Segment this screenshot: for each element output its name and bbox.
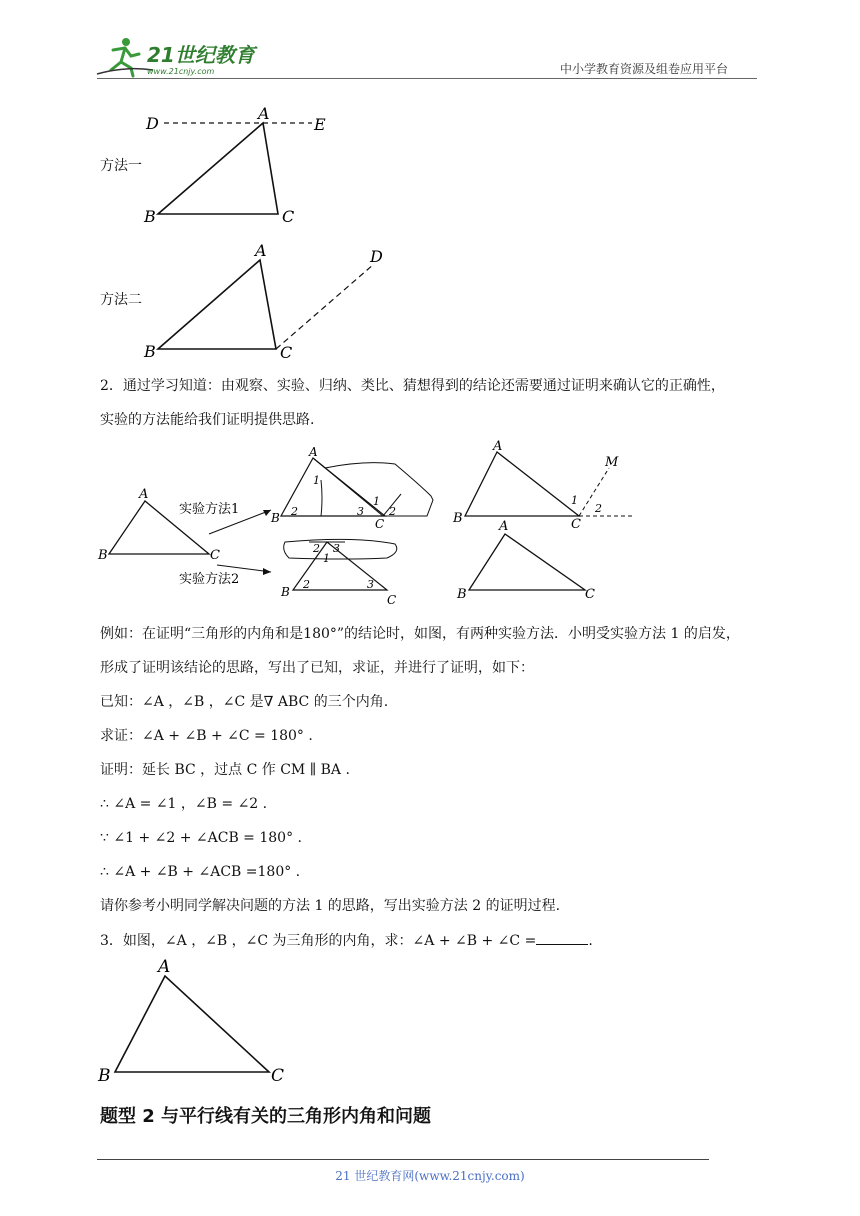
point-E: E [314, 115, 326, 134]
svg-text:B: B [281, 585, 290, 599]
svg-text:1: 1 [571, 494, 578, 507]
prove: 求证：∠A + ∠B + ∠C = 180° . [100, 728, 313, 744]
svg-text:3: 3 [333, 542, 340, 555]
point-A: A [255, 241, 267, 260]
svg-text:A: A [499, 519, 509, 534]
example-line2: 形成了证明该结论的思路，写出了已知，求证，并进行了证明，如下： [100, 660, 534, 676]
svg-text:C: C [571, 517, 581, 532]
section-heading: 题型 2 与平行线有关的三角形内角和问题 [100, 1106, 432, 1127]
svg-text:C: C [585, 587, 595, 602]
point-B: B [144, 207, 156, 226]
svg-text:1: 1 [323, 552, 330, 565]
example-line1: 例如：在证明“三角形的内角和是180°”的结论时，如图，有两种实验方法．小明受实验方法 1 的启发， [100, 626, 740, 642]
point-B: B [98, 1066, 111, 1086]
proof-step2: ∵ ∠1 + ∠2 + ∠ACB = 180° . [100, 830, 302, 846]
svg-text:B: B [271, 511, 280, 525]
footer-link[interactable]: 21 世纪教育网(www.21cnjy.com) [335, 1169, 525, 1183]
point-D: D [146, 114, 159, 133]
svg-text:C: C [375, 517, 385, 531]
proof-step1: ∴ ∠A = ∠1 ，∠B = ∠2 . [100, 796, 268, 812]
footer-divider [97, 1159, 709, 1160]
figure-problem3 [95, 954, 295, 1086]
svg-text:A: A [309, 445, 318, 459]
fig2-label: 方法二 [100, 292, 142, 308]
proof-step3: ∴ ∠A + ∠B + ∠ACB =180° . [100, 864, 301, 880]
svg-text:1: 1 [313, 474, 320, 487]
problem3-end: . [588, 933, 593, 949]
point-A: A [158, 957, 171, 977]
point-D: D [370, 247, 383, 266]
problem3-text: 3．如图，∠A ，∠B ，∠C 为三角形的内角，求：∠A + ∠B + ∠C = [100, 933, 537, 949]
problem2-line2: 实验的方法能给我们证明提供思路. [100, 412, 315, 428]
svg-text:A: A [139, 487, 149, 502]
header-platform-name: 中小学教育资源及组卷应用平台 [560, 62, 729, 76]
svg-text:B: B [453, 511, 463, 526]
answer-blank [536, 930, 588, 945]
figure-method-1 [140, 104, 340, 228]
point-C: C [271, 1066, 285, 1086]
header-divider [97, 78, 757, 79]
logo-title: 21世纪教育 [147, 43, 255, 67]
site-logo [95, 36, 265, 80]
svg-text:2: 2 [595, 502, 602, 515]
svg-text:2: 2 [291, 505, 298, 518]
svg-text:2: 2 [303, 578, 310, 591]
svg-text:2: 2 [313, 542, 320, 555]
problem2-line1: 2．通过学习知道：由观察、实验、归纳、类比、猜想得到的结论还需要通过证明来确认它的正确性， [100, 378, 725, 394]
svg-text:1: 1 [373, 495, 380, 508]
experiment-method-1-label: 实验方法1 [179, 502, 240, 517]
svg-text:C: C [387, 593, 397, 607]
problem3 [100, 930, 593, 951]
point-A: A [258, 104, 270, 123]
fig1-label: 方法一 [100, 158, 142, 174]
svg-text:3: 3 [357, 505, 364, 518]
svg-text:2: 2 [389, 505, 396, 518]
point-C: C [282, 207, 295, 226]
svg-text:M: M [605, 455, 619, 470]
svg-text:B: B [457, 587, 467, 602]
logo-url: www.21cnjy.com [147, 67, 215, 76]
point-C: C [280, 343, 293, 362]
svg-text:B: B [98, 548, 108, 563]
proof-line: 证明：延长 BC ，过点 C 作 CM ∥ BA . [100, 762, 350, 778]
figure-method-2 [140, 240, 390, 364]
svg-text:C: C [210, 548, 220, 563]
task: 请你参考小明同学解决问题的方法 1 的思路，写出实验方法 2 的证明过程. [100, 898, 561, 914]
svg-text:3: 3 [367, 578, 374, 591]
runner-icon [97, 38, 153, 76]
figure-experiments [95, 438, 655, 608]
experiment-method-2-label: 实验方法2 [179, 572, 240, 587]
known: 已知：∠A ，∠B ，∠C 是∇ ABC 的三个内角. [100, 694, 389, 710]
point-B: B [144, 342, 156, 361]
svg-text:A: A [493, 439, 503, 454]
